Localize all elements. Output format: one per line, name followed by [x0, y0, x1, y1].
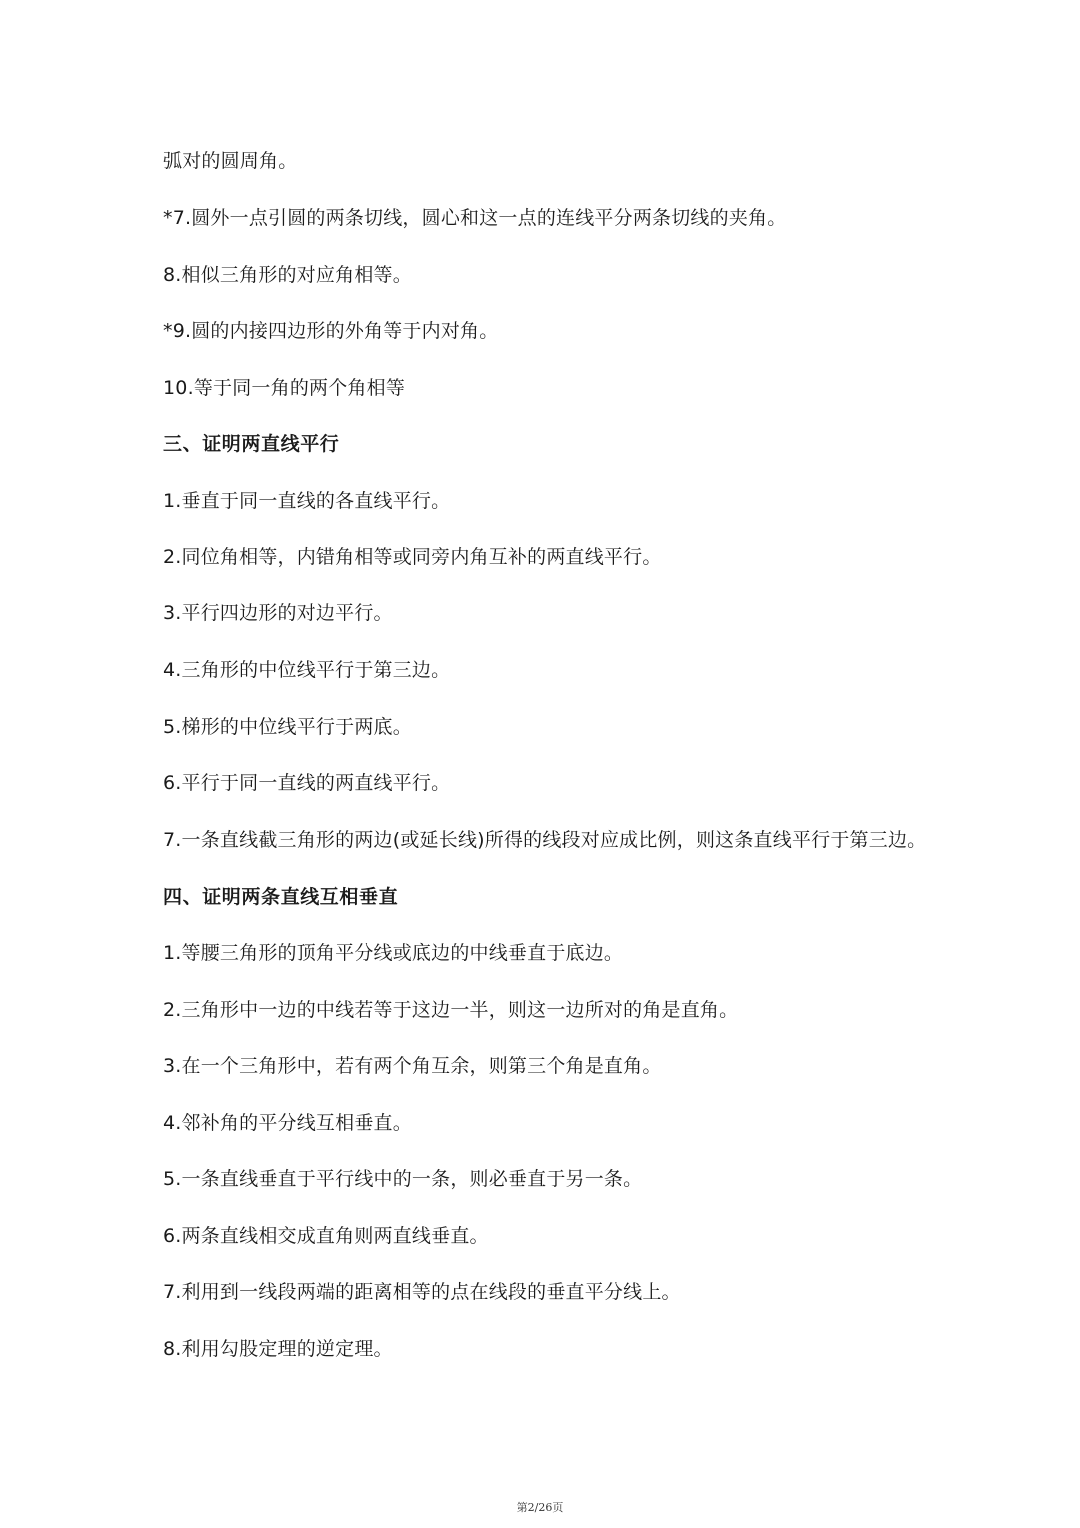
section-heading: 四、证明两条直线互相垂直 — [163, 886, 399, 908]
text-line: 10.等于同一角的两个角相等 — [163, 377, 406, 399]
list-item: 2.同位角相等，内错角相等或同旁内角互补的两直线平行。 — [163, 546, 662, 568]
list-item: 3.在一个三角形中，若有两个角互余，则第三个角是直角。 — [163, 1055, 662, 1077]
list-item: 1.垂直于同一直线的各直线平行。 — [163, 490, 451, 512]
page-number: 第2/26页 — [516, 1501, 564, 1514]
section-heading: 三、证明两直线平行 — [163, 433, 340, 455]
list-item: 7.一条直线截三角形的两边(或延长线)所得的线段对应成比例，则这条直线平行于第三边。 — [163, 829, 927, 851]
list-item: 1.等腰三角形的顶角平分线或底边的中线垂直于底边。 — [163, 942, 624, 964]
list-item: 2.三角形中一边的中线若等于这边一半，则这一边所对的角是直角。 — [163, 999, 739, 1021]
list-item: 7.利用到一线段两端的距离相等的点在线段的垂直平分线上。 — [163, 1281, 681, 1303]
list-item: 5.梯形的中位线平行于两底。 — [163, 716, 412, 738]
list-item: 5.一条直线垂直于平行线中的一条，则必垂直于另一条。 — [163, 1168, 643, 1190]
list-item: 6.两条直线相交成直角则两直线垂直。 — [163, 1225, 489, 1247]
text-line: *7.圆外一点引圆的两条切线，圆心和这一点的连线平分两条切线的夹角。 — [163, 207, 787, 229]
list-item: 3.平行四边形的对边平行。 — [163, 602, 393, 624]
list-item: 4.邻补角的平分线互相垂直。 — [163, 1112, 412, 1134]
list-item: 4.三角形的中位线平行于第三边。 — [163, 659, 451, 681]
list-item: 6.平行于同一直线的两直线平行。 — [163, 772, 451, 794]
list-item: 8.利用勾股定理的逆定理。 — [163, 1338, 393, 1360]
text-line: 弧对的圆周角。 — [163, 150, 298, 172]
text-line: 8.相似三角形的对应角相等。 — [163, 264, 412, 286]
text-line: *9.圆的内接四边形的外角等于内对角。 — [163, 320, 499, 342]
